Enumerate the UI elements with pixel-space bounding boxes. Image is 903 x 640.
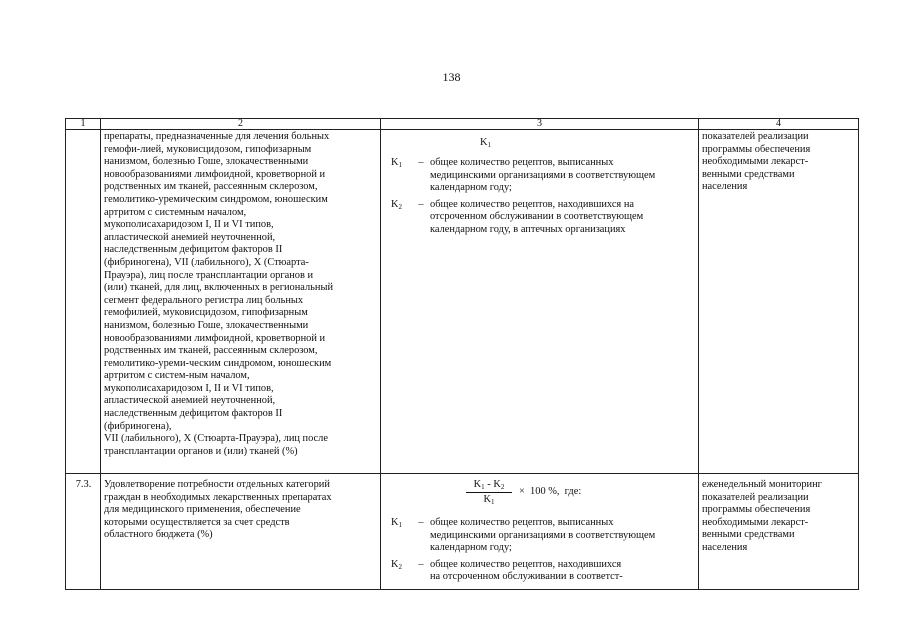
text-line: (фибриногена), VII (лабильного), X (Стюарта-: [104, 256, 309, 268]
formula-subscript: 1: [487, 141, 492, 149]
text-line: показателей реализации: [702, 491, 809, 503]
variable-definition: [384, 517, 696, 555]
row-b-indicator-cell: [101, 474, 381, 590]
text-line: VII (лабильного), X (Стюарта-Прауэра), лиц после: [104, 433, 328, 445]
indicator-table: [65, 118, 859, 590]
text-line: необходимыми лекарст-: [702, 156, 809, 168]
text-line: препараты, предназначенные для лечения больных: [104, 131, 330, 142]
text-line: мукополисахаридозом I, II и VI типов,: [104, 382, 274, 394]
variable-definition: [384, 199, 696, 237]
text-line: родственных им тканей, рассеянным склерозом,: [104, 181, 318, 193]
row-a-number-cell: [66, 130, 101, 474]
row-a-indicator-cell: [101, 130, 381, 474]
variable-description: общее количество рецептов, находившихся на отсроченном обслуживании в соответствующем календарном году, в аптечных организациях: [430, 198, 644, 235]
formula-letter: K: [480, 137, 488, 148]
variable-definition: [384, 559, 696, 584]
text-line: апластической анемией неуточненной,: [104, 395, 276, 407]
dash: –: [418, 198, 424, 210]
dash: –: [418, 157, 424, 168]
text-line: родственных им тканей, рассеянным склерозом,: [104, 345, 318, 357]
table-row: [66, 474, 859, 590]
variable-symbol: $K_2$: [391, 558, 403, 571]
fraction-formula: [384, 479, 696, 513]
text-line: наследственным дефицитом факторов II: [104, 408, 283, 420]
row-a-method-cell: [699, 130, 859, 474]
row-a-formula-cell: [381, 130, 699, 474]
text-line: мукополисахаридозом I, II и VI типов,: [104, 219, 274, 231]
page-number: 138: [442, 70, 461, 84]
fraction-denominator: $K_1$: [483, 494, 495, 506]
variable-symbol: $K_2$: [391, 198, 403, 211]
text-line: венными средствами: [702, 168, 795, 180]
text-line: (или) тканей, для лиц, включенных в региональный: [104, 282, 334, 294]
text-line: нанизмом, болезнью Гоше, злокачественными: [104, 319, 309, 331]
text-line: артритом с систем-ным началом,: [104, 370, 250, 382]
text-line: программы обеспечения: [702, 504, 811, 516]
text-line: сегмент федерального регистра лиц больных: [104, 294, 304, 306]
header-col-4: 4: [699, 119, 859, 130]
text-line: артритом с системным началом,: [104, 206, 247, 218]
variable-symbol: $K_1$: [391, 517, 403, 529]
text-line: необходимыми лекарст-: [702, 516, 809, 528]
variable-description: общее количество рецептов, выписанных медицинскими организациями в соответствующем календарном году;: [430, 517, 656, 554]
text-line: (фибриногена),: [104, 420, 172, 432]
table-row: [66, 130, 859, 474]
variable-definition: [384, 157, 696, 195]
text-line: гемофилией, муковисцидозом, гипофизарным: [104, 307, 308, 319]
text-line: населения: [702, 541, 748, 553]
text-line: гемолитико-уреми-ческим синдромом, юношеским: [104, 357, 332, 369]
table-header-row: [66, 119, 859, 130]
text-line: гемофи-лией, муковисцидозом, гипофизарным: [104, 143, 312, 155]
fraction-bar: [466, 492, 512, 493]
row-b-number-cell: 7.3.: [66, 474, 101, 590]
text-line: которыми осуществляется за счет средств: [104, 516, 290, 528]
text-line: новообразованиями лимфоидной, кроветворной и: [104, 168, 326, 180]
header-col-3: 3: [381, 119, 699, 130]
dash: –: [418, 558, 424, 570]
text-line: нанизмом, болезнью Гоше, злокачественными: [104, 156, 309, 168]
text-line: еженедельный мониторинг: [702, 479, 822, 490]
text-line: для медицинского применения, обеспечение: [104, 504, 301, 516]
header-col-1: 1: [66, 119, 101, 130]
text-line: новообразованиями лимфоидной, кроветворной и: [104, 332, 326, 344]
row-b-method-cell: [699, 474, 859, 590]
fraction-numerator: $K_1 - K_2$: [473, 479, 505, 491]
text-line: трансплантации органов и (или) тканей (%): [104, 445, 298, 457]
text-line: населения: [702, 181, 748, 193]
dash: –: [418, 517, 424, 528]
variable-symbol: $K_1$: [391, 157, 403, 169]
header-col-2: 2: [101, 119, 381, 130]
row-b-formula-cell: [381, 474, 699, 590]
text-line: Прауэра), лиц после трансплантации органов и: [104, 269, 314, 281]
text-line: наследственным дефицитом факторов II: [104, 244, 283, 256]
fraction-denominator: [384, 137, 696, 153]
text-line: граждан в необходимых лекарственных препаратах: [104, 491, 332, 503]
text-line: показателей реализации: [702, 131, 809, 142]
formula-multiplier: × 100 %, где:: [519, 486, 582, 497]
variable-description: общее количество рецептов, выписанных медицинскими организациями в соответствующем календарном году;: [430, 157, 656, 194]
text-line: программы обеспечения: [702, 143, 811, 155]
text-line: Удовлетворение потребности отдельных категорий: [104, 479, 330, 490]
text-line: областного бюджета (%): [104, 529, 213, 541]
text-line: венными средствами: [702, 529, 795, 541]
text-line: апластической анемией неуточненной,: [104, 231, 276, 243]
text-line: гемолитико-уремическим синдромом, юношеским: [104, 193, 328, 205]
variable-description: общее количество рецептов, находившихся на отсроченном обслуживании в соответст-: [430, 558, 623, 583]
